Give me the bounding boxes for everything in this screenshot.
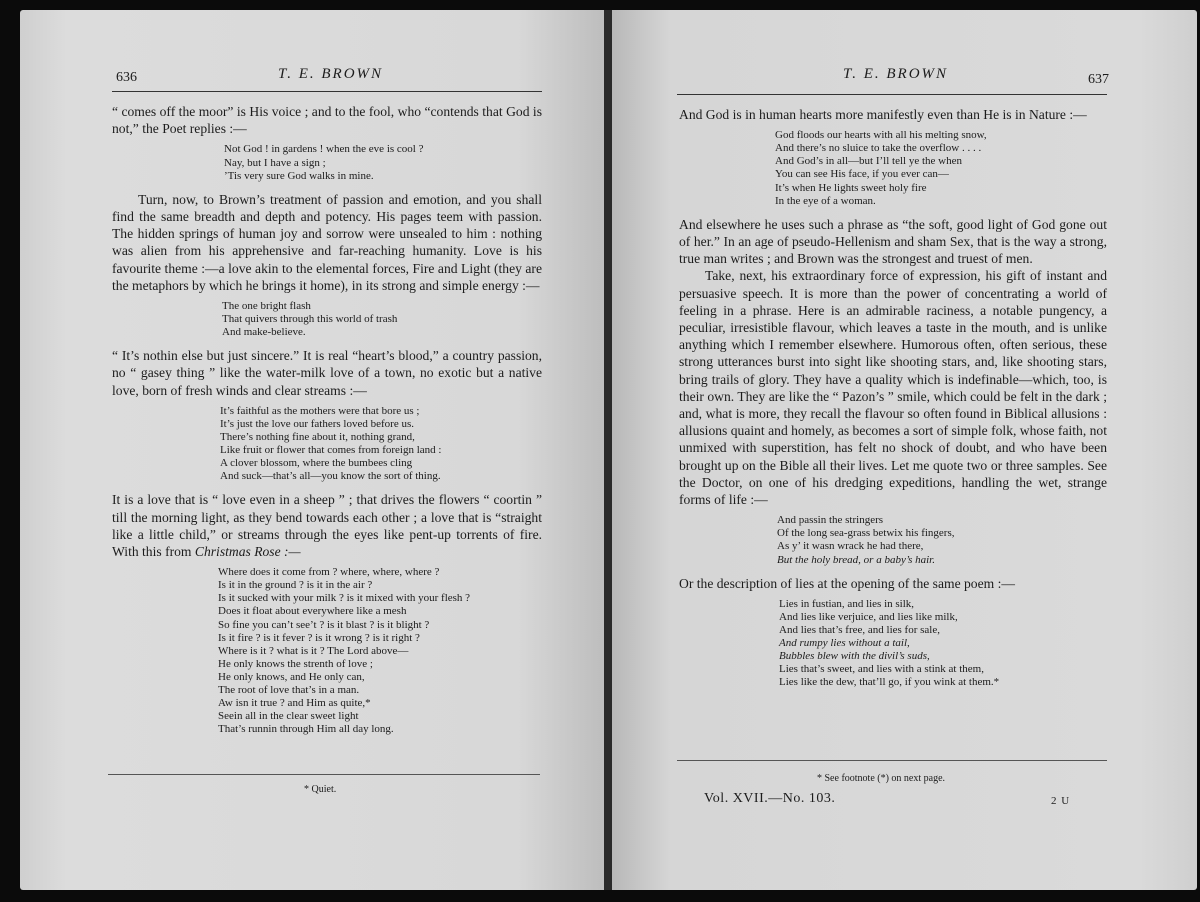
right-page	[612, 10, 1197, 890]
verse-quotation	[112, 143, 542, 182]
verse-line: He only knows, and He only can,	[218, 670, 365, 683]
running-head: T. E. BROWN	[278, 66, 384, 82]
verse-line: The one bright flash	[222, 299, 311, 312]
verse-line: So fine you can’t see’t ? is it blast ? is it blight ?	[218, 618, 430, 631]
verse-line: It’s when He lights sweet holy fire	[775, 181, 927, 194]
footnote: * See footnote (*) on next page.	[817, 773, 946, 784]
verse-quotation	[112, 300, 542, 339]
prose-paragraph: And elsewhere he uses such a phrase as “the soft, good light of God gone out of her.” In an age of pseudo-Hellenism and sham Sex, that is the way a strong, true man writes ; and Brown was the strongest and truest of men.	[679, 216, 1107, 267]
verse-line: Is it sucked with your milk ? is it mixed with your flesh ?	[218, 592, 471, 605]
verse-line: In the eye of a woman.	[775, 194, 876, 207]
verse-line: Is it fire ? is it fever ? is it wrong ? is it right ?	[218, 631, 420, 644]
verse-line: He only knows the strenth of love ;	[218, 657, 373, 670]
italic-title: Christmas Rose :—	[194, 543, 301, 559]
verse-line: Lies in fustian, and lies in silk,	[779, 597, 915, 610]
verse-line: That quivers through this world of trash	[222, 313, 398, 325]
verse-line: You can see His face, if you ever can—	[775, 168, 949, 181]
verse-line: But the holy bread, or a baby’s hair.	[777, 553, 935, 566]
verse-line: The root of love that’s in a man.	[218, 684, 360, 697]
running-head: T. E. BROWN	[843, 66, 949, 82]
verse-line: It’s faithful as the mothers were that bore us ;	[220, 404, 420, 417]
header-rule	[112, 91, 542, 92]
verse-line: ’Tis very sure God walks in mine.	[224, 169, 374, 182]
footnote-rule	[108, 774, 540, 775]
verse-line: And make-believe.	[222, 326, 306, 339]
volume-signature: Vol. XVII.—No. 103.	[704, 791, 836, 806]
verse-line: Not God ! in gardens ! when the eve is cool ?	[224, 143, 424, 156]
verse-line: Nay, but I have a sign ;	[224, 156, 326, 169]
prose-paragraph: Or the description of lies at the opening of the same poem :—	[679, 575, 1015, 591]
sheet-signature: 2 U	[1051, 795, 1071, 807]
page-number: 637	[1088, 72, 1109, 87]
verse-line: Like fruit or flower that comes from foreign land :	[220, 444, 442, 457]
verse-line: A clover blossom, where the bumbees cling	[220, 457, 413, 470]
verse-line: Of the long sea-grass betwix his fingers,	[777, 527, 955, 540]
page-number: 636	[116, 70, 137, 85]
verse-quotation	[112, 566, 542, 736]
prose-paragraph: And God is in human hearts more manifestly even than He is in Nature :—	[679, 107, 1087, 122]
prose-paragraph: “ It’s nothin else but just sincere.” It is real “heart’s blood,” a country passion, no “ gasey thing ” like the water-milk love of a town, no exotic but a native love, born of fresh winds and clear streams :—	[112, 348, 542, 398]
verse-line: Is it in the ground ? is it in the air ?	[218, 579, 373, 592]
prose-paragraph: Take, next, his extraordinary force of expression, his gift of instant and persuasive speech. It is more than the power of concentrating a world of feeling in a phrase. Here is an admirable raciness, a notable pungency, a peculiar, irresistible flavour, which leaves a taste in the mouth, and is unlike anything which I remember elsewhere. Humorous often, often serious, these strong utterances burst into sight like shooting stars, and, like shooting stars, bring trails of glory. They have a quality which is indefinable—which, too, is their own. They are like the “ Pazon’s ” smile, which could be felt in the dark ; and, what is more, they recall the flavour so often found in Biblical allusions : allusions quaint and homely, as becomes a sort of simple folk, whose faith, not unmixed with superstition, has felt no shock of doubt, and who have been brought up on the Bible all their lives. Let me quote two or three samples. See the Doctor, on one of his dredging expeditions, handling the wet, strange forms of life :—	[679, 268, 1107, 508]
book-gutter	[604, 10, 612, 890]
verse-quotation	[112, 405, 542, 484]
verse-quotation	[679, 129, 1107, 208]
verse-line: As y’ it wasn wrack he had there,	[777, 540, 924, 553]
footnote: * Quiet.	[304, 784, 337, 795]
verse-line: And rumpy lies without a tail,	[779, 637, 910, 650]
verse-line: Seein all in the clear sweet light	[218, 710, 359, 723]
verse-line: Lies that’s sweet, and lies with a stink at them,	[779, 663, 984, 676]
verse-line: And there’s no sluice to take the overflow . . . .	[775, 142, 982, 155]
prose-paragraph: It is a love that is “ love even in a sheep ” ; that drives the flowers “ coortin ” till the morning light, as they bend towards each other ; a love that is “straight like a little child,” or streams through the eyes like pent-up torrents of fire. With this from Christmas Rose :—	[112, 492, 542, 559]
verse-line: Where is it ? what is it ? The Lord above—	[218, 644, 409, 657]
verse-line: Aw isn it true ? and Him as quite,*	[218, 697, 371, 710]
header-rule	[677, 94, 1107, 95]
verse-quotation	[679, 598, 1107, 690]
verse-line: God floods our hearts with all his melting snow,	[775, 129, 987, 142]
verse-line: And passin the stringers	[777, 514, 884, 527]
verse-line: It’s just the love our fathers loved before us.	[220, 417, 414, 430]
right-text-column	[679, 106, 1107, 697]
verse-line: And lies that’s free, and lies for sale,	[779, 623, 940, 636]
left-page	[20, 10, 605, 890]
verse-line: Where does it come from ? where, where, where ?	[218, 566, 440, 579]
prose-paragraph: Turn, now, to Brown’s treatment of passion and emotion, and you shall find the same breadth and depth and potency. His pages teem with passion. The hidden springs of human joy and sorrow were unsealed to him : nothing was alien from his apprehensive and far-reaching humanity. Love is his favourite theme :—a love akin to the elemental forces, Fire and Light (they are the metaphors by which he brings it home), in its strong and simple energy :—	[112, 191, 542, 293]
verse-line: Lies like the dew, that’ll go, if you wink at them.*	[779, 676, 1000, 689]
verse-line: There’s nothing fine about it, nothing grand,	[220, 430, 415, 443]
footnote-rule	[677, 760, 1107, 761]
verse-quotation	[679, 514, 1107, 566]
verse-line: And suck—that’s all—you know the sort of thing.	[220, 470, 441, 483]
prose-paragraph: “ comes off the moor” is His voice ; and to the fool, who “contends that God is not,” the Poet replies :—	[112, 104, 542, 137]
verse-line: And lies like verjuice, and lies like milk,	[779, 610, 958, 623]
verse-line: That’s runnin through Him all day long.	[218, 723, 394, 736]
verse-line: Bubbles blew with the divil’s suds,	[779, 650, 930, 663]
left-text-column	[112, 103, 542, 744]
verse-line: And God’s in all—but I’ll tell ye the when	[775, 155, 962, 168]
verse-line: Does it float about everywhere like a mesh	[218, 605, 407, 618]
